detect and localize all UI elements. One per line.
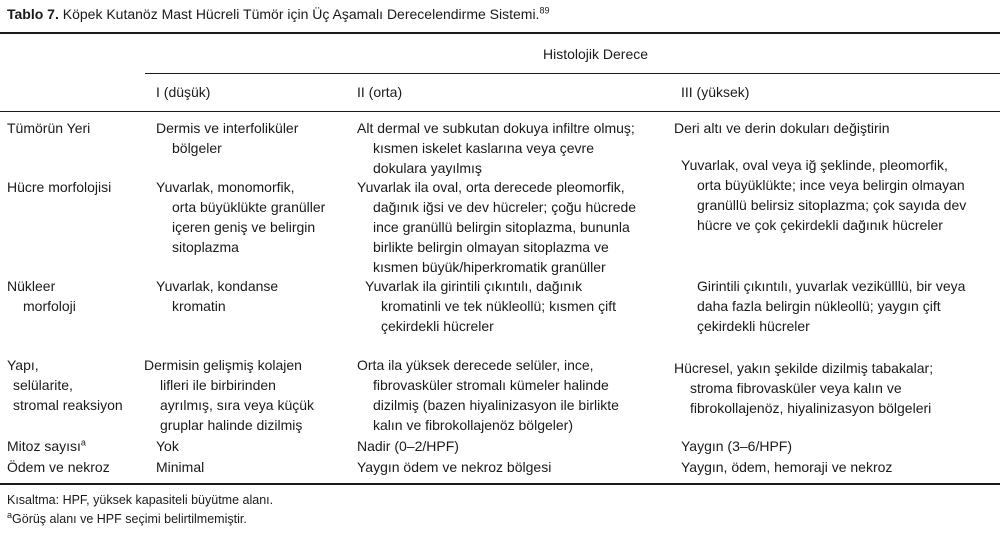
top-rule — [0, 32, 1000, 34]
row-label-cell-morphology — [7, 177, 111, 197]
column-header-grade-2: II (orta) — [357, 84, 403, 100]
cell-line: dağınık iğsi ve dev hücreler; çoğu hücrede — [373, 199, 637, 215]
cell-nuclear-grade-2 — [365, 276, 616, 336]
cell-line: Girintili çıkıntılı, yuvarlak vezikülllü, bir veya — [697, 278, 966, 294]
column-header-grade-1: I (düşük) — [156, 84, 211, 100]
cell-line: çekirdekli hücreler — [697, 318, 810, 334]
cell-edema-grade-3: Yaygın, ödem, hemoraji ve nekroz — [681, 459, 893, 475]
cell-morphology-grade-2 — [357, 177, 636, 277]
cell-line: hücre ve çok çekirdekli dağınık hücreler — [697, 217, 943, 233]
cell-line: kromatinli ve tek nükleollü; kısmen çift — [381, 298, 616, 314]
cell-morphology-grade-3 — [681, 155, 966, 235]
column-spanner: Histolojik Derece — [543, 46, 649, 62]
spanner-rule — [145, 73, 1000, 74]
cell-line: Alt dermal ve subkutan dokuya infiltre olmuş; — [357, 120, 635, 136]
table-caption: Köpek Kutanöz Mast Hücreli Tümör için Üç Aşamalı Derecelendirme Sistemi. — [62, 6, 540, 22]
cell-morphology-grade-1 — [156, 177, 325, 257]
cell-line: kalın ve fibrokollajenöz bölgeler) — [373, 417, 573, 433]
footnote-a-text: Görüş alanı ve HPF seçimi belirtilmemiştir. — [12, 512, 247, 526]
cell-line: ince granüllü belirgin sitoplazma, bununla — [373, 219, 630, 235]
cell-edema-grade-1: Minimal — [156, 459, 205, 475]
cell-line: birlikte belirgin olmayan sitoplazma ve — [373, 239, 609, 255]
row-label-line: Tümörün Yeri — [7, 120, 91, 136]
cell-line: dokulara yayılmış — [373, 160, 482, 176]
cell-line: dizilmiş (bazen hiyalinizasyon ile birlikte — [373, 397, 619, 413]
row-label-nuclear-morphology — [7, 276, 76, 316]
cell-location-grade-1 — [156, 118, 298, 158]
cell-nuclear-grade-3 — [697, 276, 965, 336]
row-label-edema-necrosis: Ödem ve nekroz — [7, 459, 110, 475]
footnote-a-marker: a — [7, 509, 13, 520]
cell-line: granüllü belirsiz sitoplazma; çok sayıda dev — [697, 197, 967, 213]
cell-line: kısmen iskelet kaslarına veya çevre — [373, 140, 594, 156]
cell-line: fibrokollajenöz, hiyalinizasyon bölgeleri — [690, 400, 932, 416]
row-label-mitotic-count — [7, 436, 86, 456]
cell-mitotic-grade-3: Yaygın (3–6/HPF) — [681, 438, 793, 454]
footnote-a — [7, 510, 247, 528]
cell-mitotic-grade-2: Nadir (0–2/HPF) — [357, 438, 459, 454]
cell-line: Dermis ve interfoliküler — [156, 120, 299, 136]
cell-location-grade-2 — [357, 118, 635, 178]
column-header-grade-3: III (yüksek) — [681, 84, 750, 100]
cell-line: orta büyüklükte granüller — [172, 199, 326, 215]
table-title — [7, 6, 549, 22]
cell-line: Yuvarlak, oval veya iğ şeklinde, pleomorfik, — [681, 157, 948, 173]
cell-line: fibrovasküler stromalı kümeler halinde — [373, 377, 609, 393]
footnote-abbreviation: Kısaltma: HPF, yüksek kapasiteli büyütme alanı. — [7, 493, 274, 507]
cell-line: Dermisin gelişmiş kolajen — [144, 357, 302, 373]
cell-line: ayrılmış, sıra veya küçük — [160, 397, 315, 413]
cell-line: Orta ila yüksek derecede selüler, ince, — [357, 357, 594, 373]
cell-structure-grade-2 — [357, 355, 619, 435]
row-label-line: morfoloji — [23, 298, 76, 314]
row-label-structure — [7, 355, 123, 415]
bottom-rule — [0, 483, 1000, 485]
row-label-line: selülarite, — [13, 377, 73, 393]
footnote-marker: a — [80, 437, 86, 448]
row-label-line: Mitoz sayısı — [7, 438, 81, 454]
cell-structure-grade-3 — [674, 358, 933, 418]
cell-line: lifleri ile birbirinden — [160, 377, 276, 393]
cell-structure-grade-1 — [144, 355, 314, 435]
cell-line: gruplar halinde dizilmiş — [160, 417, 303, 433]
header-rule — [0, 111, 1000, 112]
row-label-line: Hücre morfolojisi — [7, 179, 112, 195]
cell-line: içeren geniş ve belirgin — [172, 219, 316, 235]
caption-reference: 89 — [539, 5, 550, 16]
row-label-line: Nükleer — [7, 278, 56, 294]
cell-line: stroma fibrovasküler veya kalın ve — [690, 380, 902, 396]
row-label-line: Yapı, — [7, 357, 39, 373]
cell-line: sitoplazma — [172, 239, 239, 255]
cell-nuclear-grade-1 — [156, 276, 278, 316]
cell-line: Yuvarlak, monomorfik, — [156, 179, 295, 195]
cell-line: çekirdekli hücreler — [381, 318, 494, 334]
table-number: Tablo 7. — [7, 6, 59, 22]
cell-line: daha fazla belirgin nükleollü; yaygın çift — [697, 298, 941, 314]
cell-line: kromatin — [172, 298, 226, 314]
cell-line: kısmen büyük/hiperkromatik granüller — [373, 259, 606, 275]
cell-line: Deri altı ve derin dokuları değiştirin — [674, 120, 890, 136]
row-label-tumor-location — [7, 118, 90, 138]
cell-line: bölgeler — [172, 140, 222, 156]
cell-line: orta büyüklükte; ince veya belirgin olmayan — [697, 177, 965, 193]
cell-line: Yuvarlak, kondanse — [156, 278, 279, 294]
cell-edema-grade-2: Yaygın ödem ve nekroz bölgesi — [357, 459, 552, 475]
cell-line: Yuvarlak ila oval, orta derecede pleomorfik, — [357, 179, 625, 195]
cell-location-grade-3 — [674, 118, 890, 138]
cell-line: Yuvarlak ila girintili çıkıntılı, dağınık — [365, 278, 583, 294]
cell-mitotic-grade-1: Yok — [156, 438, 179, 454]
cell-line: Hücresel, yakın şekilde dizilmiş tabakalar; — [674, 360, 934, 376]
row-label-line: stromal reaksiyon — [13, 397, 123, 413]
